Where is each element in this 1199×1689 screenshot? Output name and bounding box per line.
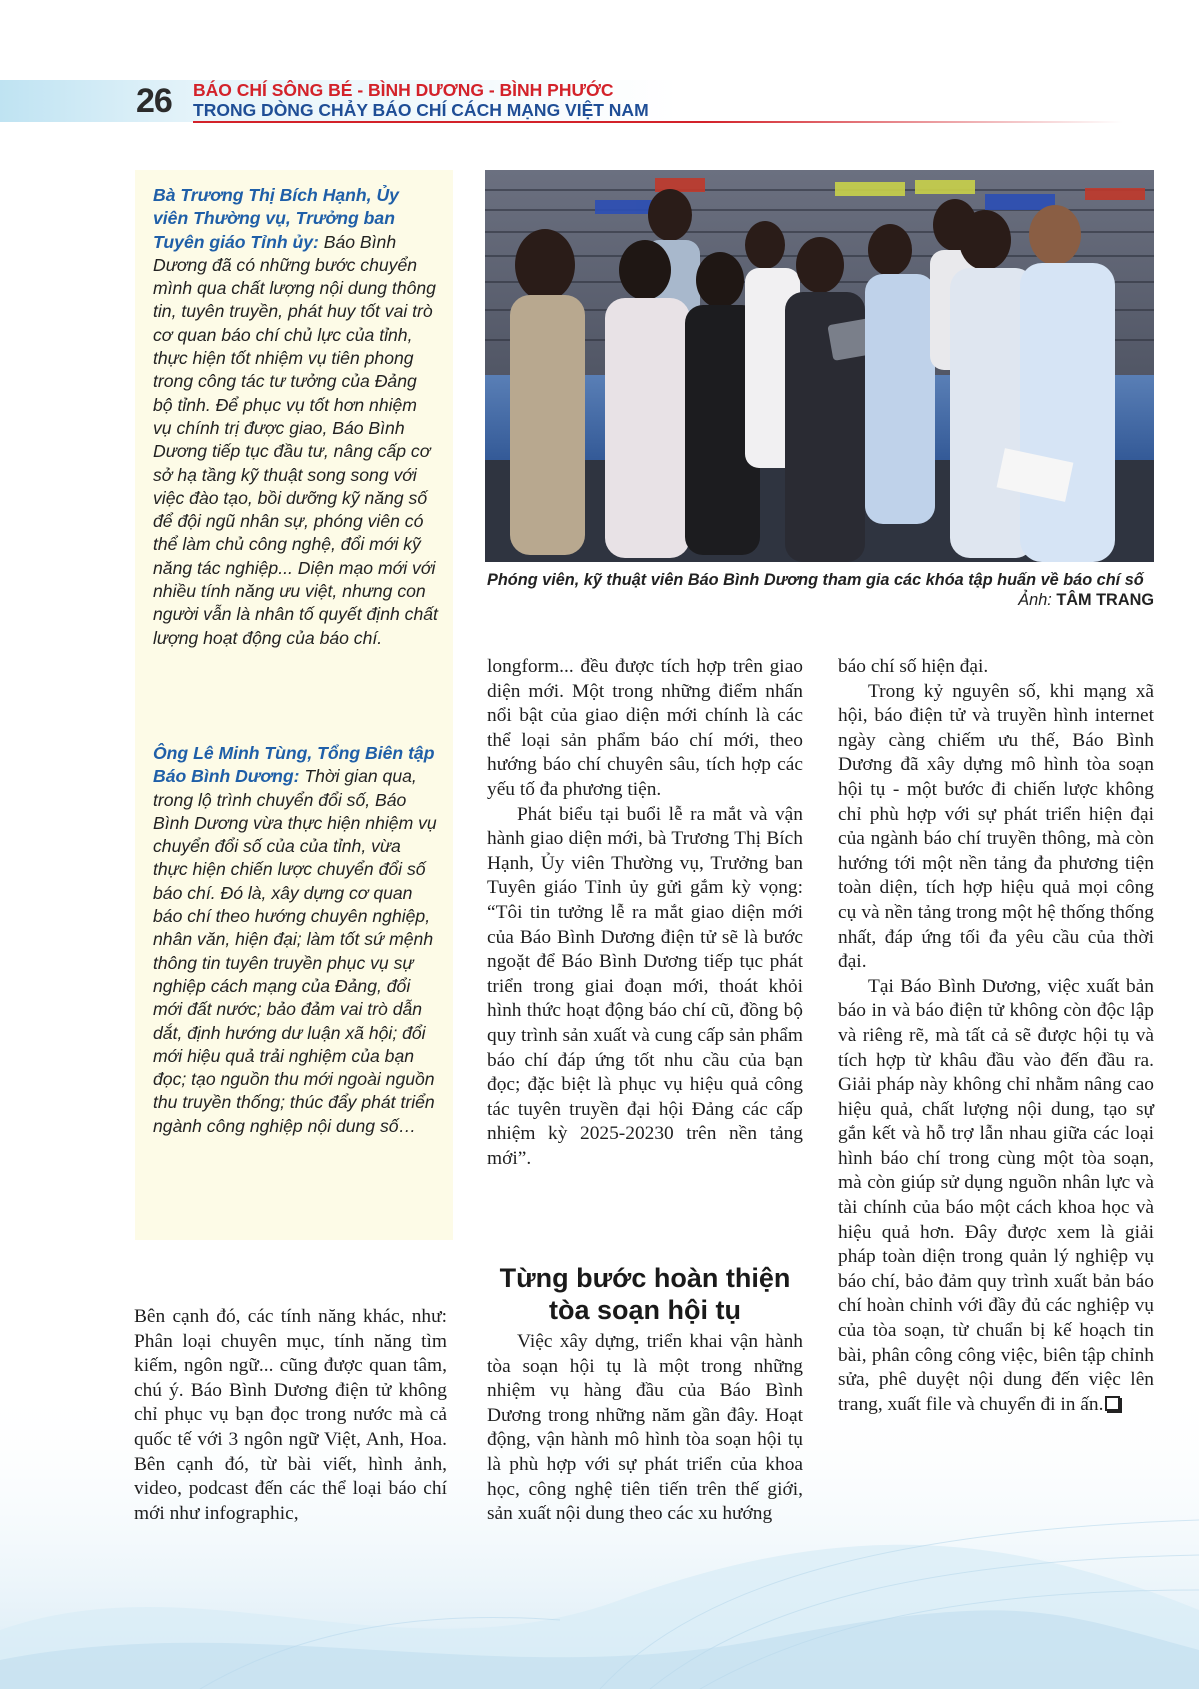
body-paragraph-text: Tại Báo Bình Dương, việc xuất bản báo in và báo điện tử không còn độc lập và riêng rẽ, mà tất cả sẽ được hội tụ và tích hợp từ khâu đầu vào đến đầu ra. Giải pháp này không chỉ nhằm nâng cao hiệu quả, chất lượng nội dung, tạo sự gắn kết và hỗ trợ lẫn nhau giữa các loại hình báo chí trong cùng một tòa soạn, mà còn giúp sử dụng nguồn nhân lực và tài chính của báo một cách khoa học và hiệu quả hơn. Đây được xem là giải pháp toàn diện trong quản lý nghiệp vụ báo chí, bảo đảm quy trình xuất bản báo chí hoàn chỉnh với đầy đủ các nghiệp vụ của tòa soạn, từ chuẩn bị kế hoạch tin bài, phân công công việc, biên tập chỉnh sửa, phê duyệt nội dung đến việc lên trang, xuất file và chuyển đi in ấn. xyxy=(838,975,1154,1415)
photo-credit xyxy=(1018,591,1154,610)
sidebar-quote-1 xyxy=(153,184,438,650)
body-paragraph: Phát biểu tại buổi lễ ra mắt và vận hành giao diện mới, bà Trương Thị Bích Hạnh, Ủy viên Thường vụ, Trưởng ban Tuyên giáo Tỉnh ủy gửi gắm kỳ vọng: “Tôi tin tưởng lễ ra mắt giao diện mới của Báo Bình Dương điện tử sẽ là bước ngoặt để Báo Bình Dương tiếp tục phát triển trong giai đoạn mới, thoát khỏi hình thức hoạt động báo chí cũ, đồng bộ quy trình sản xuất và cung cấp sản phẩm báo chí đáp ứng tốt nhu cầu của bạn đọc; đặc biệt là phục vụ hiệu quả công tác tuyên truyền đại hội Đảng các cấp nhiệm kỳ 2025-20230 trên nền tảng mới”. xyxy=(487,803,803,1169)
body-paragraph: longform... đều được tích hợp trên giao diện mới. Một trong những điểm nhấn nổi bật của giao diện mới chính là các thể loại sản phẩm báo chí mới, theo hướng báo chí chuyên sâu, tích hợp các yếu tố đa phương tiện. xyxy=(487,656,803,800)
sidebar-quote-2-text: Thời gian qua, trong lộ trình chuyển đổi số, Báo Bình Dương vừa thực hiện nhiệm vụ chuyển đổi số của của tỉnh, vừa thực hiện chiến lược chuyển đổi số báo chí. Đó là, xây dựng cơ quan báo chí theo hướng chuyên nghiệp, nhân văn, hiện đại; làm tốt sứ mệnh thông tin tuyên truyền phục vụ sự nghiệp cách mạng của Đảng, đổi mới đất nước; bảo đảm vai trò dẫn dắt, định hướng dư luận xã hội; đổi mới hiệu quả trải nghiệm của bạn đọc; tạo nguồn thu mới ngoài nguồn thu truyền thống; thúc đẩy phát triển ngành công nghiệp nội dung số… xyxy=(153,766,437,1136)
body-paragraph-final xyxy=(838,975,1154,1418)
sidebar-quote-1-speaker: Bà Trương Thị Bích Hạnh, Ủy viên Thường vụ, Trưởng ban Tuyên giáo Tỉnh ủy: xyxy=(153,185,399,252)
header-title-line2: TRONG DÒNG CHẢY BÁO CHÍ CÁCH MẠNG VIỆT NAM xyxy=(193,100,649,120)
body-column-left xyxy=(134,1305,447,1526)
photo-illustration xyxy=(485,170,1154,562)
news-photo xyxy=(485,170,1154,562)
sidebar-quote-2 xyxy=(153,742,438,1138)
photo-credit-label: Ảnh: xyxy=(1018,591,1052,609)
sidebar-quote-2-speaker: Ông Lê Minh Tùng, Tổng Biên tập Báo Bình Dương: xyxy=(153,743,435,787)
section-subheading: Từng bước hoàn thiện tòa soạn hội tụ xyxy=(499,1263,791,1325)
header-rule xyxy=(193,121,1123,123)
body-paragraph: báo chí số hiện đại. xyxy=(838,656,989,677)
body-column-right xyxy=(838,655,1154,1417)
end-of-article-icon xyxy=(1105,1396,1120,1411)
header-title-line1: BÁO CHÍ SÔNG BÉ - BÌNH DƯƠNG - BÌNH PHƯỚC xyxy=(193,80,614,100)
body-paragraph: Bên cạnh đó, các tính năng khác, như: Phân loại chuyên mục, tính năng tìm kiếm, ngôn ngữ... cũng được quan tâm, chú ý. Báo Bình Dương điện tử không chỉ phục vụ bạn đọc trong nước mà cả quốc tế với 3 ngôn ngữ Việt, Anh, Hoa. Bên cạnh đó, từ bài viết, hình ảnh, video, podcast đến các thể loại báo chí mới như infographic, xyxy=(134,1306,447,1524)
sidebar-quote-1-text: Báo Bình Dương đã có những bước chuyển mình qua chất lượng nội dung thông tin, tuyên truyền, phát huy tốt vai trò cơ quan báo chí chủ lực của tỉnh, thực hiện tốt nhiệm vụ tiên phong trong công tác tư tưởng của Đảng bộ tỉnh. Để phục vụ tốt hơn nhiệm vụ chính trị được giao, Báo Bình Dương tiếp tục đầu tư, nâng cấp cơ sở hạ tầng kỹ thuật song song với việc đào tạo, bồi dưỡng kỹ năng số để đội ngũ nhân sự, phóng viên có thể làm chủ công nghệ, đổi mới kỹ năng tác nghiệp... Diện mạo mới với nhiều tính năng ưu việt, nhưng con người vẫn là nhân tố quyết định chất lượng hoạt động của báo chí. xyxy=(153,231,438,648)
photo-credit-name: TÂM TRANG xyxy=(1056,591,1154,609)
body-column-middle-bottom xyxy=(487,1330,803,1527)
body-paragraph: Việc xây dựng, triển khai vận hành tòa soạn hội tụ là một trong những nhiệm vụ hàng đầu của Báo Bình Dương trong những năm gần đây. Hoạt động, vận hành mô hình tòa soạn hội tụ là phù hợp với sự phát triển của khoa học, công nghệ tiên tiến trên thế giới, sản xuất nội dung theo các xu hướng xyxy=(487,1331,803,1525)
photo-caption: Phóng viên, kỹ thuật viên Báo Bình Dương tham gia các khóa tập huấn về báo chí số xyxy=(487,571,1144,589)
body-paragraph: Trong kỷ nguyên số, khi mạng xã hội, báo điện tử và truyền hình internet ngày càng chiếm ưu thế, Báo Bình Dương đã xây dựng mô hình tòa soạn hội tụ - một bước đi chiến lược không chỉ phù hợp với sự phát triển hiện đại của ngành báo chí truyền thông, mà còn hướng tới một nền tảng đa phương tiện toàn diện, tích hợp hiệu quả mọi công cụ và nền tảng trong một hệ thống thống nhất, đáp ứng tối đa yêu cầu của thời đại. xyxy=(838,680,1154,973)
page-number: 26 xyxy=(136,82,172,120)
body-column-middle-top xyxy=(487,655,803,1171)
